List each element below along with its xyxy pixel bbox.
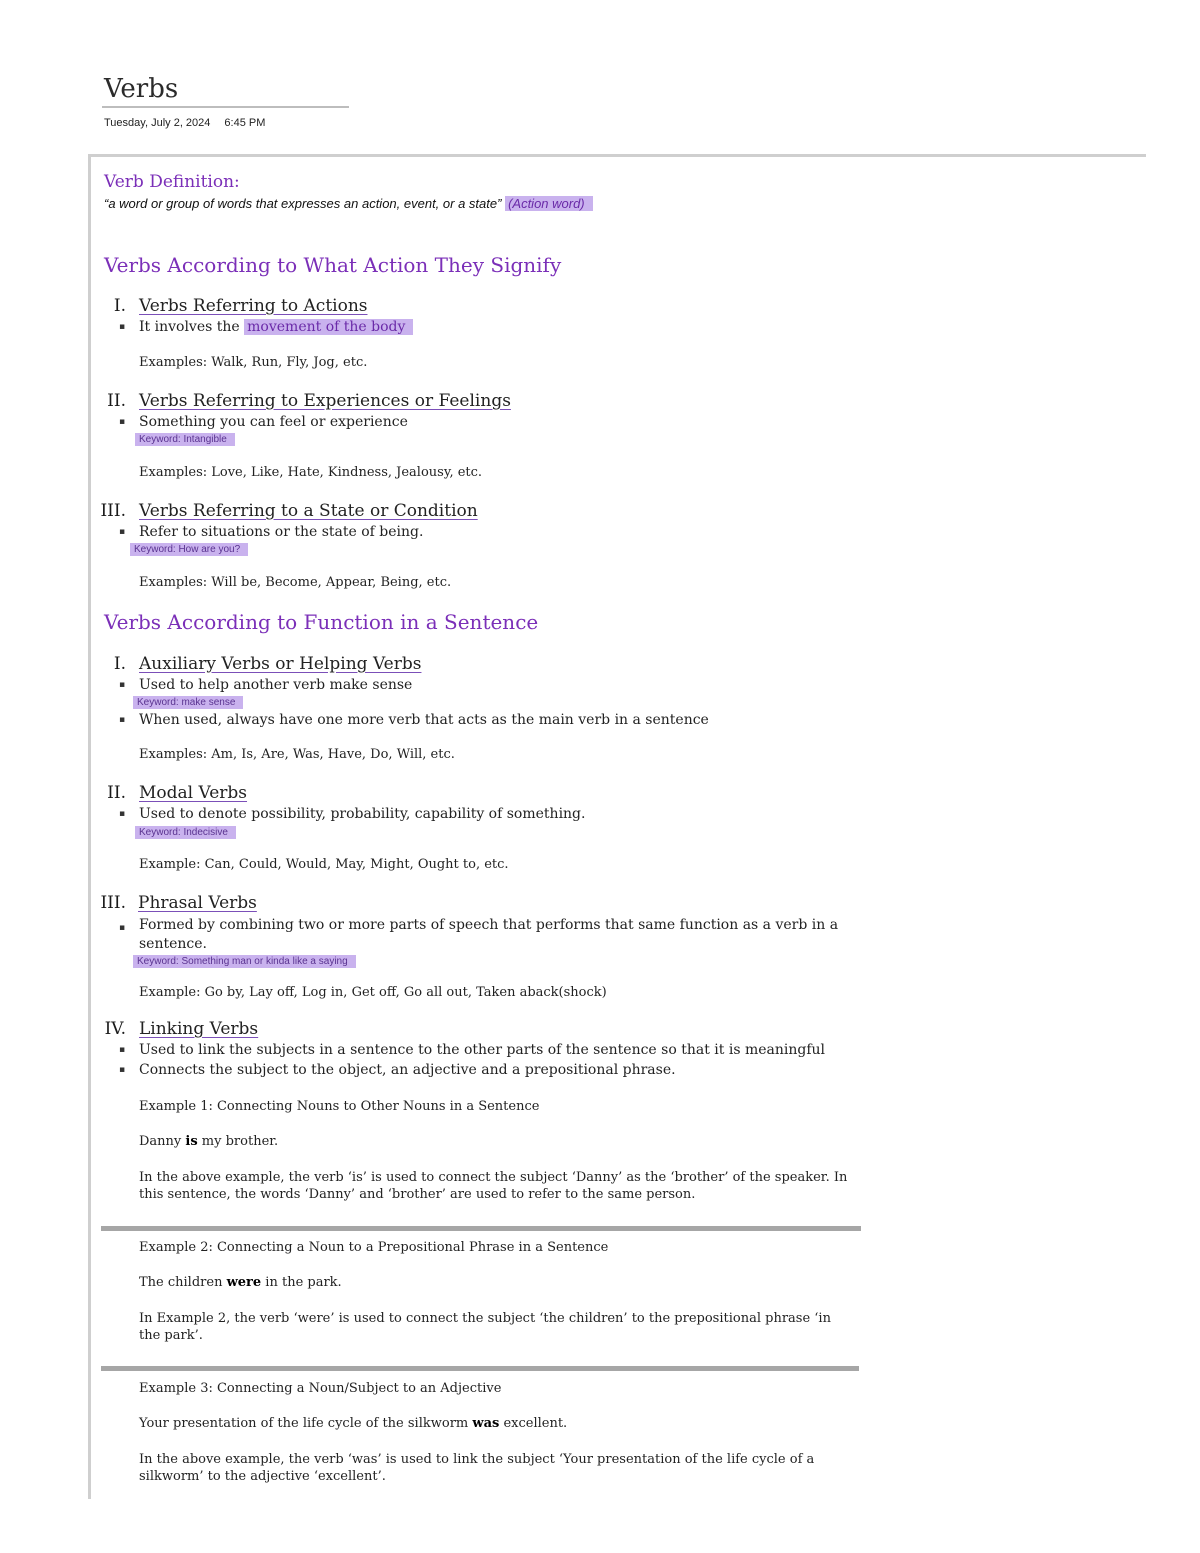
note-container-top-border bbox=[88, 154, 1146, 157]
title-underline bbox=[102, 106, 349, 108]
section1-item2-numeral: II. bbox=[107, 391, 126, 411]
section2-item1-bullet2: ▪ When used, always have one more verb that acts as the main verb in a sentence bbox=[139, 712, 709, 728]
section1-item2-bullet: ▪ Something you can feel or experience bbox=[139, 414, 408, 430]
section1-item1-examples: Examples: Walk, Run, Fly, Jog, etc. bbox=[139, 355, 368, 370]
section1-item3-numeral: III. bbox=[100, 501, 126, 521]
section2-item4-bullet2: ▪ Connects the subject to the object, an adjective and a prepositional phrase. bbox=[139, 1062, 676, 1078]
section2-item1-examples: Examples: Am, Is, Are, Was, Have, Do, Will, etc. bbox=[139, 747, 455, 762]
section2-item4-numeral: IV. bbox=[104, 1019, 126, 1039]
section1-item2-keyword: Keyword: Intangible bbox=[135, 433, 235, 446]
section2-item1-keyword: Keyword: make sense bbox=[133, 696, 243, 709]
page-time: 6:45 PM bbox=[224, 117, 266, 129]
section1-item3-examples: Examples: Will be, Become, Appear, Being, etc. bbox=[139, 575, 452, 590]
section2-item3-examples: Example: Go by, Lay off, Log in, Get off, Go all out, Taken aback(shock) bbox=[139, 985, 607, 1000]
section2-heading: Verbs According to Function in a Sentence bbox=[104, 610, 539, 634]
linking-verb: was bbox=[472, 1416, 500, 1431]
example3-explanation: In the above example, the verb ‘was’ is used to link the subject ‘Your presentation of the life cycle of a silkworm’ to the adjective ‘excellent’. bbox=[139, 1452, 815, 1484]
section2-item2-keyword: Keyword: Indecisive bbox=[135, 826, 236, 839]
definition-highlight: (Action word) bbox=[505, 196, 593, 211]
section1-item1-numeral: I. bbox=[113, 296, 126, 316]
section1-item3-title: Verbs Referring to a State or Condition bbox=[139, 501, 478, 521]
section2-item2-bullet: ▪ Used to denote possibility, probability, capability of something. bbox=[139, 806, 585, 822]
section1-item2-title: Verbs Referring to Experiences or Feelings bbox=[139, 391, 511, 411]
sentence-text: Your presentation of the life cycle of the silkworm bbox=[139, 1416, 473, 1431]
example2-sentence bbox=[139, 1275, 342, 1290]
section2-item3-keyword: Keyword: Something man or kinda like a saying bbox=[133, 955, 356, 968]
definition-text bbox=[104, 196, 593, 211]
example1-sentence bbox=[139, 1134, 278, 1149]
section2-item4-title: Linking Verbs bbox=[139, 1019, 259, 1039]
sentence-text: in the park. bbox=[261, 1275, 342, 1290]
section1-item3-keyword: Keyword: How are you? bbox=[130, 543, 248, 556]
page-title: Verbs bbox=[104, 74, 179, 104]
section1-item2-examples: Examples: Love, Like, Hate, Kindness, Jealousy, etc. bbox=[139, 465, 483, 480]
note-container-left-border bbox=[88, 154, 91, 1499]
bullet-text: It involves the bbox=[139, 319, 240, 335]
example2-title: Example 2: Connecting a Noun to a Prepositional Phrase in a Sentence bbox=[139, 1240, 609, 1255]
example1-title: Example 1: Connecting Nouns to Other Nouns in a Sentence bbox=[139, 1099, 540, 1114]
example-divider bbox=[101, 1226, 861, 1231]
section2-item1-bullet1: ▪ Used to help another verb make sense bbox=[139, 677, 412, 693]
section2-item2-title: Modal Verbs bbox=[139, 783, 248, 803]
example2-explanation: In Example 2, the verb ‘were’ is used to connect the subject ‘the children’ to the prepositional phrase ‘in the park’. bbox=[139, 1311, 831, 1343]
example3-sentence bbox=[139, 1416, 567, 1431]
example-divider bbox=[101, 1366, 859, 1371]
section2-item4-bullet1: ▪ Used to link the subjects in a sentence to the other parts of the sentence so that it is meaningful bbox=[139, 1042, 825, 1058]
section2-item1-numeral: I. bbox=[113, 654, 126, 674]
bullet-highlight: movement of the body bbox=[244, 319, 413, 335]
sentence-text: Danny bbox=[139, 1134, 186, 1149]
page-date: Tuesday, July 2, 2024 bbox=[104, 117, 211, 129]
section2-item3-numeral: III. bbox=[100, 893, 126, 913]
definition-heading: Verb Definition: bbox=[104, 172, 240, 192]
section1-item1-bullet bbox=[139, 319, 413, 335]
linking-verb: were bbox=[226, 1275, 262, 1290]
section2-item2-examples: Example: Can, Could, Would, May, Might, Ought to, etc. bbox=[139, 857, 509, 872]
linking-verb: is bbox=[185, 1134, 198, 1149]
section2-item3-bullet: ▪ Formed by combining two or more parts of speech that performs that same function as a verb in a sentence. bbox=[139, 916, 839, 954]
section2-item2-numeral: II. bbox=[107, 783, 126, 803]
section2-item3-title: Phrasal Verbs bbox=[138, 893, 257, 913]
sentence-text: my brother. bbox=[197, 1134, 279, 1149]
section1-item1-title: Verbs Referring to Actions bbox=[139, 296, 368, 316]
section1-item3-bullet: ▪ Refer to situations or the state of being. bbox=[139, 524, 423, 540]
example1-explanation: In the above example, the verb ‘is’ is used to connect the subject ‘Danny’ as the ‘brother’ of the speaker. In this sentence, the words ‘Danny’ and ‘brother’ are used to refer to the same person. bbox=[139, 1170, 848, 1202]
sentence-text: The children bbox=[139, 1275, 227, 1290]
example3-title: Example 3: Connecting a Noun/Subject to an Adjective bbox=[139, 1381, 502, 1396]
section2-item1-title: Auxiliary Verbs or Helping Verbs bbox=[139, 654, 422, 674]
definition-quote: “a word or group of words that expresses an action, event, or a state” bbox=[104, 196, 502, 211]
page-timestamp bbox=[104, 117, 265, 129]
sentence-text: excellent. bbox=[499, 1416, 568, 1431]
section1-heading: Verbs According to What Action They Signify bbox=[104, 253, 562, 277]
